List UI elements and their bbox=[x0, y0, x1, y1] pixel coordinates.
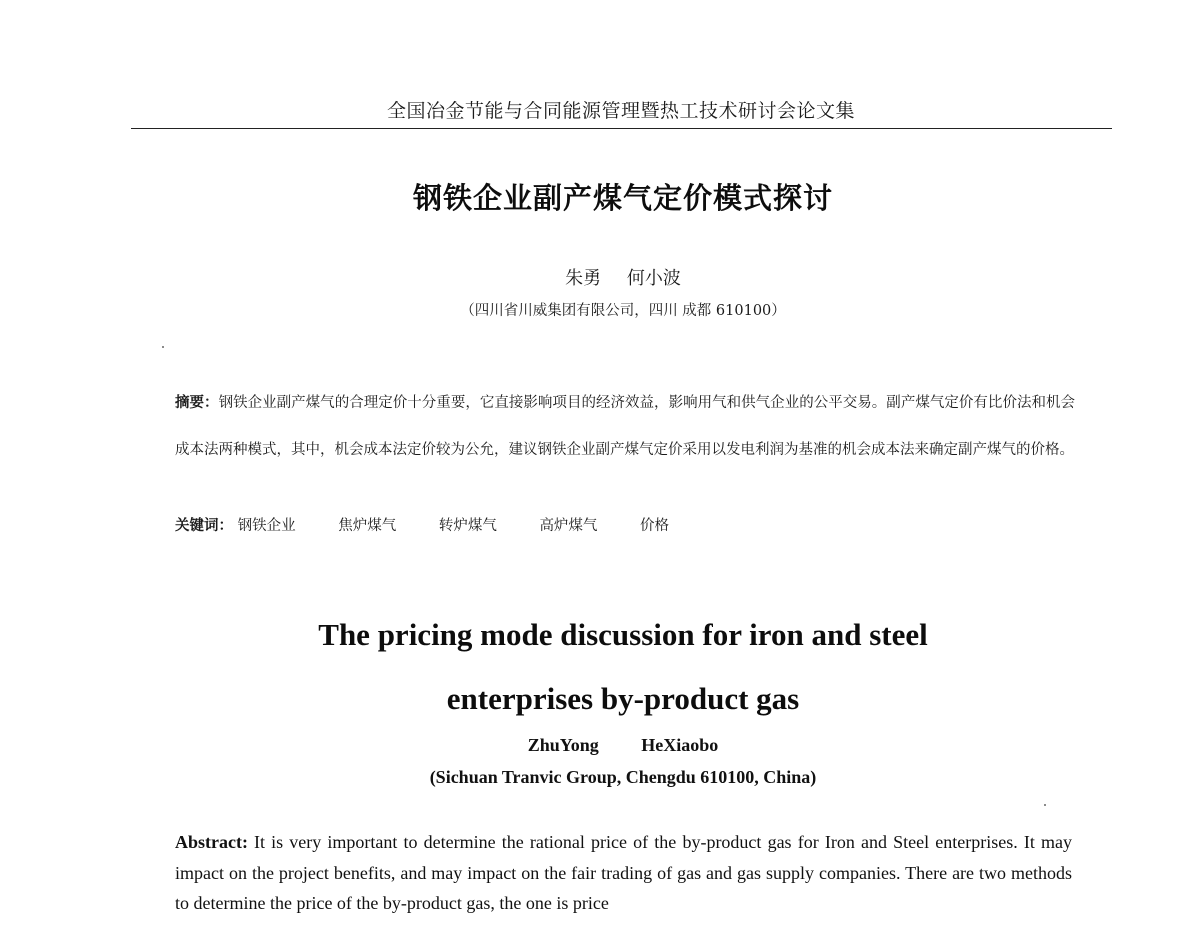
chinese-keywords bbox=[175, 514, 1075, 535]
english-abstract-text: It is very important to determine the rational price of the by-product gas for Iron and Steel enterprises. It may impact on the project benefits, and may impact on the fair trading of gas and gas supply companies. There are two methods to determine the price of the by-product gas, the one is price bbox=[175, 832, 1072, 913]
scan-speck bbox=[162, 346, 164, 348]
chinese-keywords-label: 关键词： bbox=[175, 518, 233, 534]
chinese-authors: 朱勇 何小波 bbox=[565, 268, 681, 289]
chinese-abstract bbox=[175, 380, 1075, 474]
scan-speck bbox=[1044, 804, 1046, 806]
running-header-title: 全国冶金节能与合同能源管理暨热工技术研讨会论文集 bbox=[386, 100, 855, 122]
chinese-abstract-label: 摘要： bbox=[175, 395, 219, 411]
keyword: 焦炉煤气 bbox=[338, 518, 397, 534]
keyword: 钢铁企业 bbox=[237, 518, 296, 534]
english-title-line-2: enterprises by-product gas bbox=[446, 681, 800, 716]
english-abstract-label: Abstract: bbox=[175, 832, 248, 852]
chinese-abstract-text: 钢铁企业副产煤气的合理定价十分重要，它直接影响项目的经济效益，影响用气和供气企业的公平交易。副产煤气定价有比价法和机会成本法两种模式，其中，机会成本法定价较为公允，建议钢铁企业副产煤气定价采用以发电利润为基准的机会成本法来确定副产煤气的价格。 bbox=[175, 395, 1076, 458]
chinese-title: 钢铁企业副产煤气定价模式探讨 bbox=[412, 181, 833, 215]
english-authors: ZhuYong HeXiaobo bbox=[527, 735, 719, 755]
keyword: 转炉煤气 bbox=[438, 518, 497, 534]
english-affiliation: (Sichuan Tranvic Group, Chengdu 610100, China) bbox=[429, 767, 817, 787]
english-title-line-1: The pricing mode discussion for iron and steel bbox=[318, 617, 928, 652]
keyword: 高炉煤气 bbox=[539, 518, 598, 534]
keyword: 价格 bbox=[640, 518, 670, 534]
header-rule bbox=[131, 128, 1112, 129]
english-abstract bbox=[175, 827, 1072, 919]
chinese-affiliation: （四川省川威集团有限公司，四川 成都 610100） bbox=[460, 303, 786, 319]
